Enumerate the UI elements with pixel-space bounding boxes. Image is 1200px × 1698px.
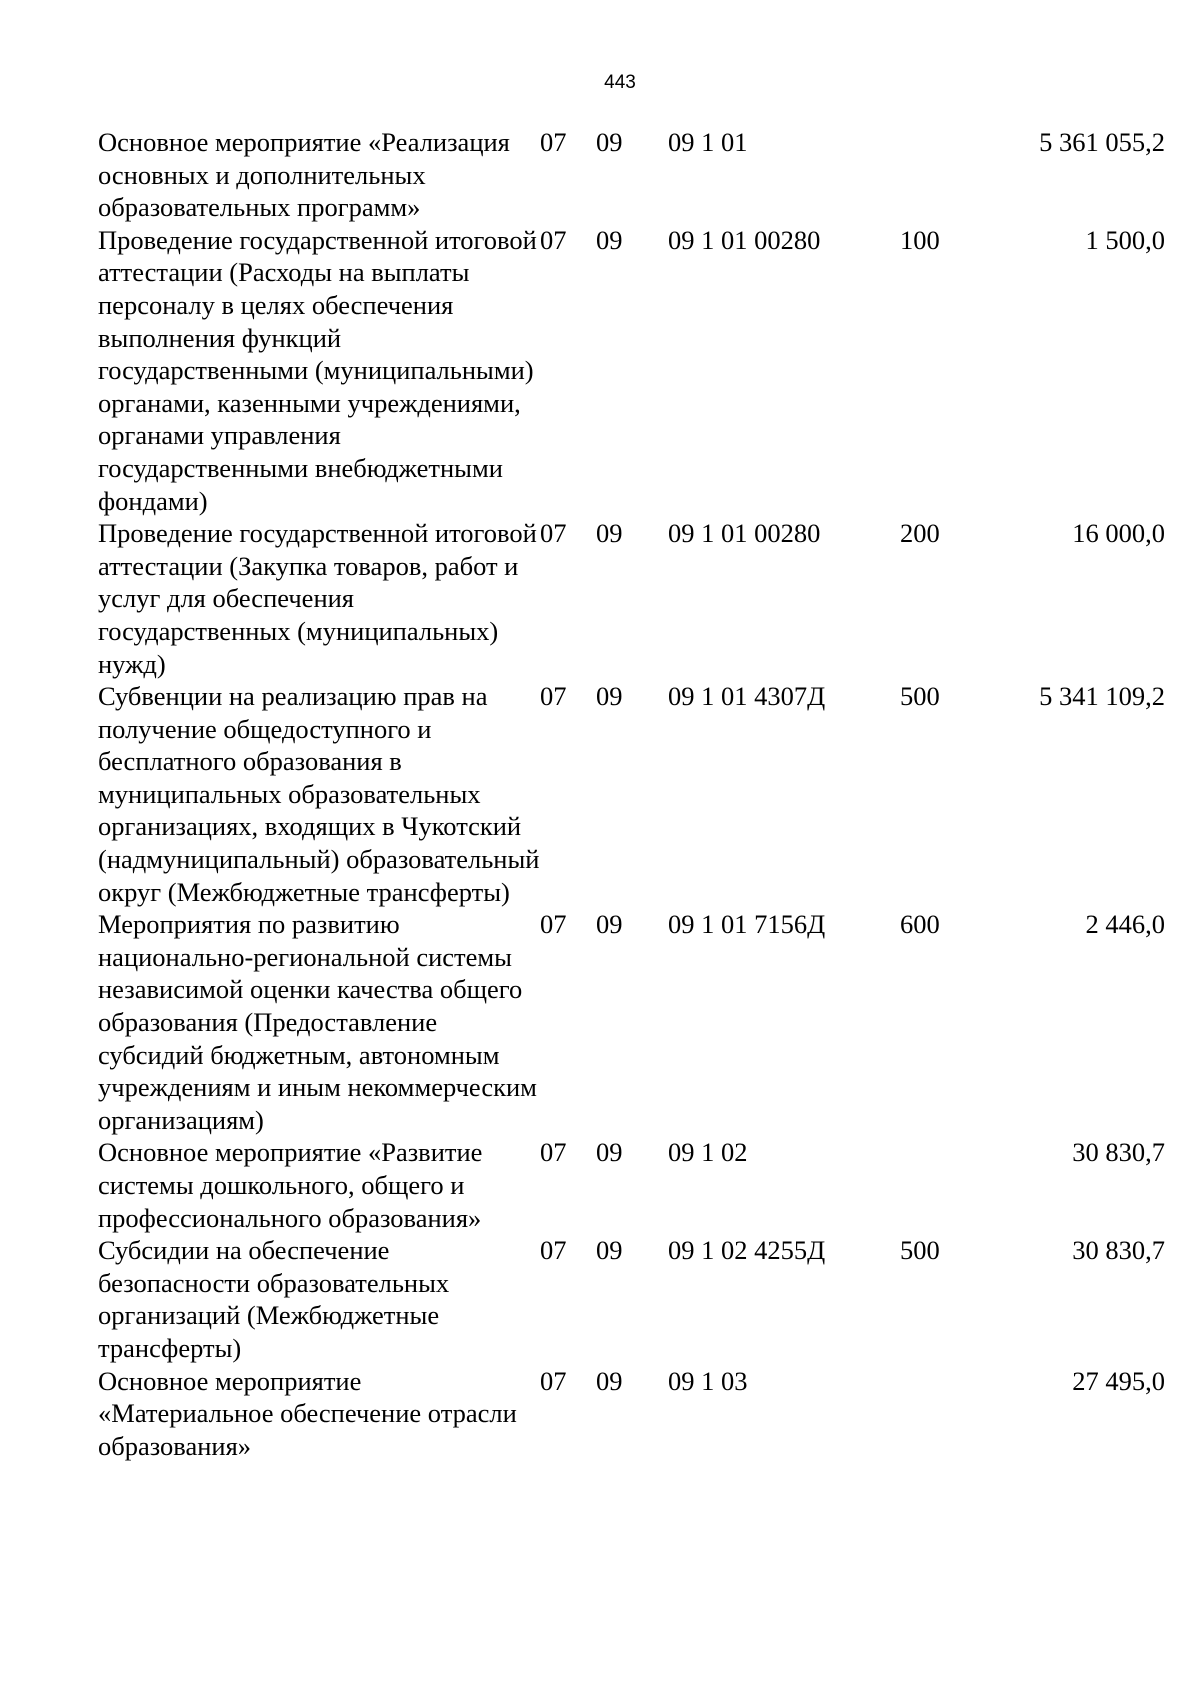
table-row [98, 1365, 1165, 1463]
row-expense-type [900, 126, 1005, 224]
row-subsection: 09 [596, 224, 623, 255]
row-section: 07 [540, 127, 567, 157]
budget-table [98, 126, 1165, 1462]
row-target-code: 09 1 03 [668, 1365, 748, 1396]
row-amount: 2 446,0 [1085, 909, 1165, 940]
row-name: Основное мероприятие «Реализация основных и дополнительных образовательных программ» [98, 127, 510, 223]
table-row [98, 908, 1165, 1136]
row-section: 07 [540, 1235, 567, 1266]
row-amount: 16 000,0 [1072, 518, 1165, 549]
row-subsection: 09 [596, 1137, 623, 1168]
row-expense-type [900, 1136, 1005, 1234]
row-target-code: 09 1 01 4307Д [668, 681, 826, 712]
row-amount: 27 495,0 [1072, 1365, 1165, 1396]
row-expense-type: 100 [900, 224, 940, 255]
page-number: 443 [604, 72, 636, 93]
table-row [98, 224, 1165, 517]
row-subsection: 09 [596, 518, 623, 549]
table-row [98, 1234, 1165, 1364]
row-subsection: 09 [596, 127, 623, 157]
table-row [98, 517, 1165, 680]
row-name: Основное мероприятие «Материальное обеспечение отрасли образования» [98, 1365, 517, 1461]
row-name: Мероприятия по развитию национально-региональной системы независимой оценки качества общего образования (Предоставление субсидий бюджетным, автономным учреждениям и иным некоммерческим организациям) [98, 909, 537, 1135]
row-amount: 30 830,7 [1072, 1235, 1165, 1266]
row-expense-type: 500 [900, 681, 940, 712]
row-name: Проведение государственной итоговой аттестации (Расходы на выплаты персоналу в целях обеспечения выполнения функций государственными (муниципальными) органами, казенными учреждениями, органами управления государственными внебюджетными фондами) [98, 224, 537, 516]
row-subsection: 09 [596, 681, 623, 712]
row-expense-type: 200 [900, 518, 940, 549]
row-target-code: 09 1 01 [668, 127, 748, 157]
row-amount: 30 830,7 [1072, 1137, 1165, 1168]
table-row [98, 680, 1165, 908]
row-section: 07 [540, 1137, 567, 1168]
row-amount: 1 500,0 [1085, 224, 1165, 255]
row-amount: 5 361 055,2 [1039, 127, 1165, 157]
row-target-code: 09 1 01 00280 [668, 518, 821, 549]
row-target-code: 09 1 01 7156Д [668, 909, 826, 940]
row-amount: 5 341 109,2 [1039, 681, 1165, 712]
row-subsection: 09 [596, 909, 623, 940]
row-expense-type [900, 1365, 1005, 1463]
row-section: 07 [540, 224, 567, 255]
row-subsection: 09 [596, 1365, 623, 1396]
row-target-code: 09 1 02 4255Д [668, 1235, 826, 1266]
row-section: 07 [540, 1365, 567, 1396]
row-section: 07 [540, 909, 567, 940]
row-expense-type: 500 [900, 1235, 940, 1266]
table-row [98, 1136, 1165, 1234]
row-name: Основное мероприятие «Развитие системы дошкольного, общего и профессионального образования» [98, 1137, 483, 1233]
row-name: Проведение государственной итоговой аттестации (Закупка товаров, работ и услуг для обеспечения государственных (муниципальных) нужд) [98, 518, 537, 679]
row-subsection: 09 [596, 1235, 623, 1266]
row-expense-type: 600 [900, 909, 940, 940]
row-name: Субсидии на обеспечение безопасности образовательных организаций (Межбюджетные трансферты) [98, 1235, 450, 1363]
row-target-code: 09 1 01 00280 [668, 224, 821, 255]
row-target-code: 09 1 02 [668, 1137, 748, 1168]
row-name: Субвенции на реализацию прав на получение общедоступного и бесплатного образования в муниципальных образовательных организациях, входящих в Чукотский (надмуниципальный) образовательный округ (Межбюджетные трансферты) [98, 681, 540, 907]
row-section: 07 [540, 681, 567, 712]
table-row [98, 126, 1165, 224]
row-section: 07 [540, 518, 567, 549]
